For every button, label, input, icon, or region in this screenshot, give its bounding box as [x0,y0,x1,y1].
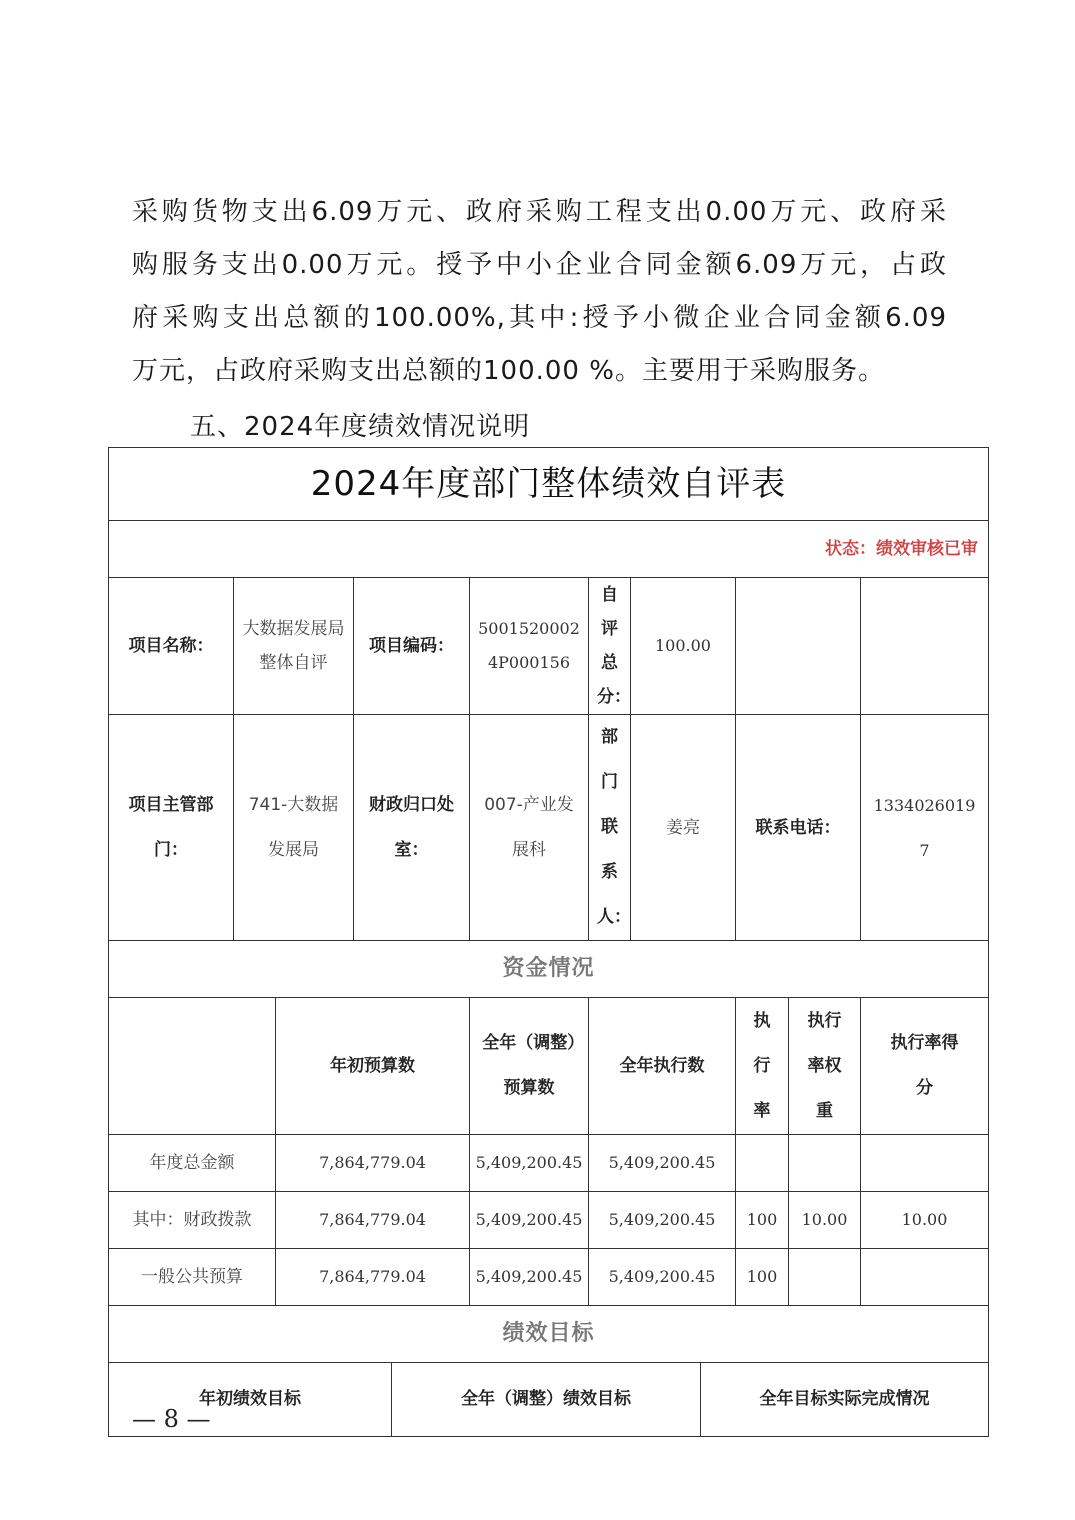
row-initial: 7,864,779.04 [276,1192,470,1249]
row-name: 一般公共预算 [109,1249,276,1306]
project-code-value: 50015200024P000156 [470,578,589,715]
self-score-label: 自评总分： [589,578,631,715]
paragraph-line: 购服务支出0.00万元。授予中小企业合同金额6.09万元，占政 [132,250,947,280]
row-rate [736,1135,789,1192]
project-name-label: 项目名称： [109,578,234,715]
header-initial-goals: 年初绩效目标 [109,1363,392,1437]
header-adjusted-goals: 全年（调整）绩效目标 [392,1363,701,1437]
contact-label: 部门联系人： [589,715,631,941]
row-weight [789,1135,861,1192]
performance-self-evaluation-table [108,447,989,1437]
row-score [861,1249,989,1306]
dept-value: 741-大数据发展局 [234,715,354,941]
paragraph-line: 府采购支出总额的100.00%,其中:授予小微企业合同金额6.09 [132,303,947,333]
finance-office-label: 财政归口处室： [354,715,470,941]
header-adjusted-budget: 全年（调整）预算数 [470,998,589,1135]
dept-label: 项目主管部门： [109,715,234,941]
empty-header-cell [109,998,276,1135]
table-row [109,1249,989,1306]
phone-value: 13340260197 [861,715,989,941]
goals-section-header: 绩效目标 [109,1306,989,1363]
self-score-value: 100.00 [631,578,736,715]
row-adjusted: 5,409,200.45 [470,1192,589,1249]
header-executed: 全年执行数 [589,998,736,1135]
row-initial: 7,864,779.04 [276,1135,470,1192]
page-number: — 8 — [132,1405,211,1433]
row-name: 其中：财政拨款 [109,1192,276,1249]
row-adjusted: 5,409,200.45 [470,1135,589,1192]
row-rate: 100 [736,1192,789,1249]
row-executed: 5,409,200.45 [589,1135,736,1192]
row-weight [789,1249,861,1306]
empty-cell [736,578,861,715]
section-heading: 五、2024年度绩效情况说明 [190,412,531,442]
row-executed: 5,409,200.45 [589,1249,736,1306]
project-code-label: 项目编码： [354,578,470,715]
finance-office-value: 007-产业发展科 [470,715,589,941]
phone-label: 联系电话： [736,715,861,941]
contact-value: 姜亮 [631,715,736,941]
row-initial: 7,864,779.04 [276,1249,470,1306]
table-title: 2024年度部门整体绩效自评表 [109,448,989,521]
status-badge: 状态：绩效审核已审 [109,521,989,578]
header-execution-rate: 执行率 [736,998,789,1135]
funds-section-header: 资金情况 [109,941,989,998]
row-executed: 5,409,200.45 [589,1192,736,1249]
row-score: 10.00 [861,1192,989,1249]
procurement-paragraph [132,186,947,398]
performance-table-wrapper [108,447,988,1437]
paragraph-line: 万元，占政府采购支出总额的100.00 %。主要用于采购服务。 [132,356,885,386]
project-name-value: 大数据发展局整体自评 [234,578,354,715]
header-rate-weight: 执行率权重 [789,998,861,1135]
table-row [109,1135,989,1192]
row-score [861,1135,989,1192]
header-initial-budget: 年初预算数 [276,998,470,1135]
table-row [109,1192,989,1249]
row-name: 年度总金额 [109,1135,276,1192]
row-adjusted: 5,409,200.45 [470,1249,589,1306]
paragraph-line: 采购货物支出6.09万元、政府采购工程支出0.00万元、政府采 [132,197,947,227]
row-weight: 10.00 [789,1192,861,1249]
header-actual-completion: 全年目标实际完成情况 [701,1363,989,1437]
header-rate-score: 执行率得分 [861,998,989,1135]
empty-cell [861,578,989,715]
row-rate: 100 [736,1249,789,1306]
